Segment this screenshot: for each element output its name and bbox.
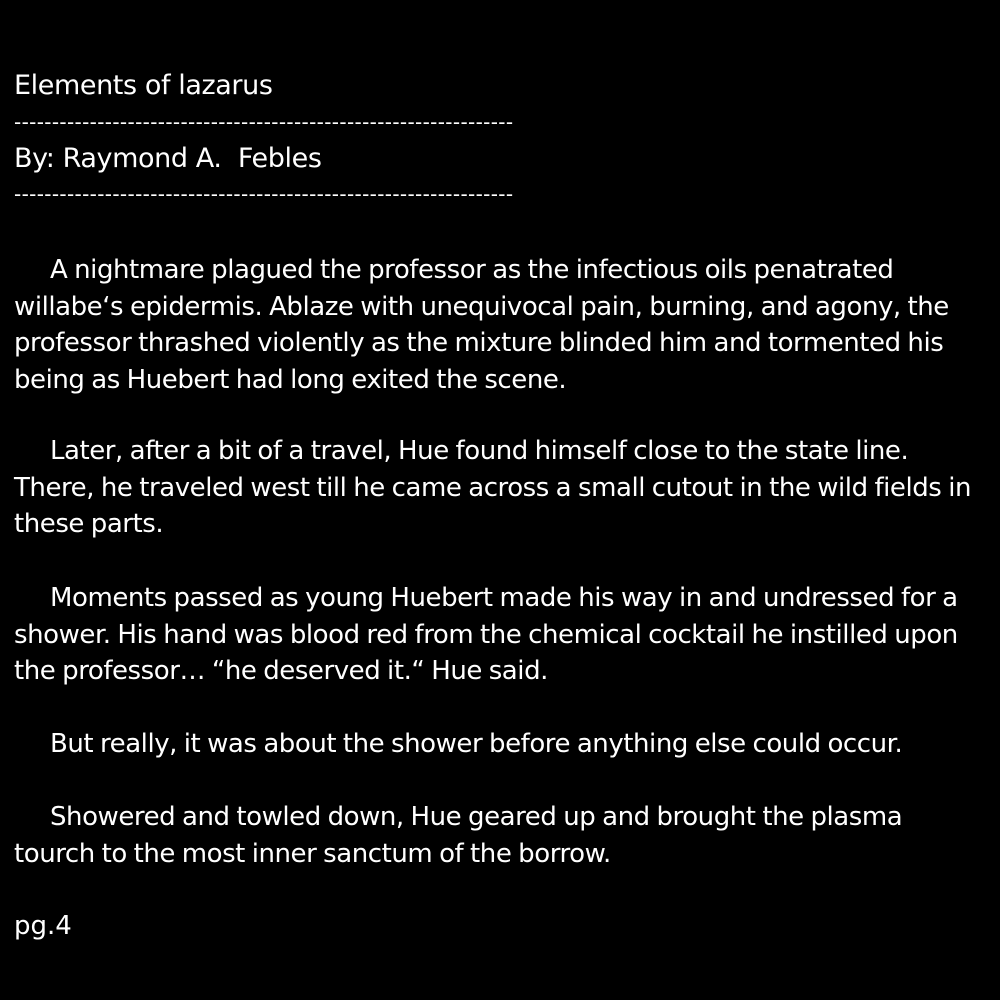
paragraph-2: Later, after a bit of a travel, Hue found himself close to the state line. There, he traveled west till he came across a small cutout in the wild fields in these parts. <box>14 436 972 539</box>
byline-divider: ------------------------------------------------------------------ <box>14 182 514 206</box>
document-page <box>14 0 989 1000</box>
paragraph-3: Moments passed as young Huebert made his way in and undressed for a shower. His hand was blood red from the chemical cocktail he instilled upon the professor… “he deserved it.“ Hue said. <box>14 583 958 686</box>
author-byline: By: Raymond A. Febles <box>14 143 322 174</box>
title-divider: ------------------------------------------------------------------ <box>14 110 514 134</box>
page-number: pg.4 <box>14 911 72 941</box>
paragraph-5: Showered and towled down, Hue geared up and brought the plasma tourch to the most inner sanctum of the borrow. <box>14 802 903 869</box>
paragraph-1: A nightmare plagued the professor as the infectious oils penatrated willabe‘s epidermis. Ablaze with unequivocal pain, burning, and agony, the professor thrashed violently as the mixture blinded him and tormented his being as Huebert had long exited the scene. <box>14 255 949 395</box>
paragraph-4: But really, it was about the shower before anything else could occur. <box>50 729 903 759</box>
document-title: Elements of lazarus <box>14 70 273 101</box>
